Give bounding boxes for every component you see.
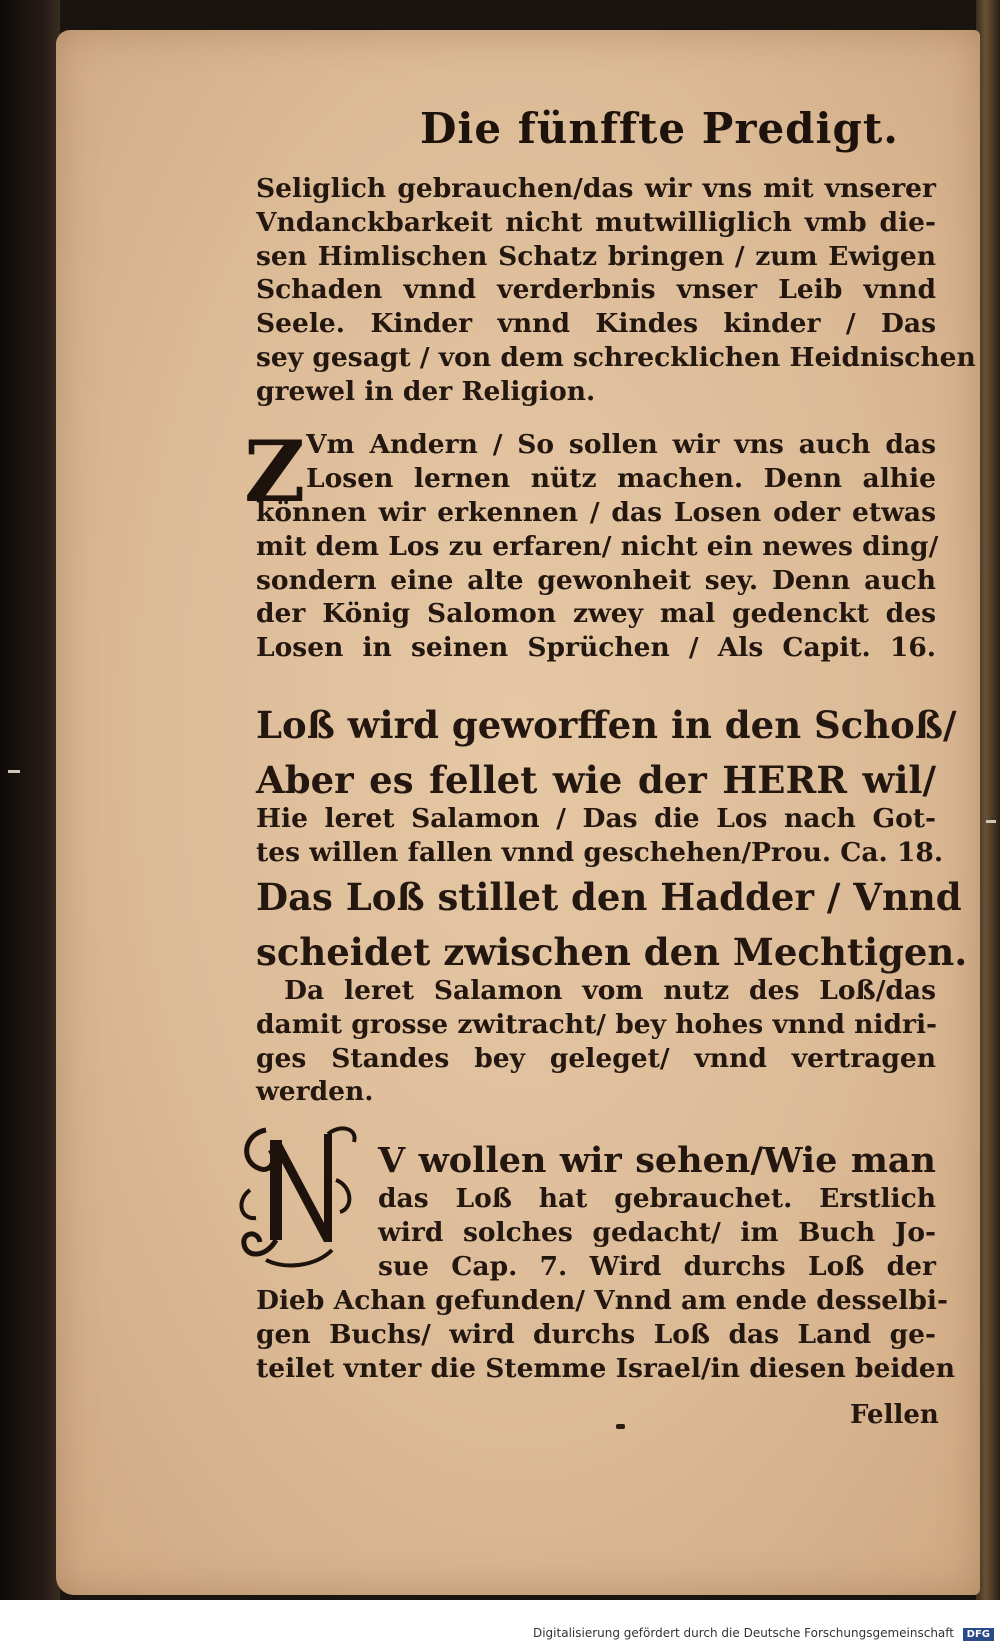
paragraph-1 <box>256 172 976 409</box>
quote-line: Das Loß stillet den Hadder / Vnnd <box>256 875 962 919</box>
text-line: wird solches gedacht/ im Buch Jo- <box>378 1216 936 1248</box>
edge-mark-right <box>986 820 996 823</box>
text-line: Vm Andern / So sollen wir vns auch das <box>306 429 936 460</box>
paragraph-4 <box>256 974 936 1109</box>
text-line: sen Himlischen Schatz bringen / zum Ewigen <box>256 240 936 272</box>
scripture-quote-1 <box>256 698 957 808</box>
dfg-logo: DFG <box>963 1628 994 1641</box>
text-line: teilet vnter die Stemme Israel/in diesen beiden <box>256 1352 956 1384</box>
text-line: Hie leret Salamon / Das die Los nach Got- <box>256 803 936 834</box>
text-line: ges Standes bey geleget/ vnnd vertragen <box>256 1042 936 1074</box>
text-line: grewel in der Religion. <box>256 375 596 407</box>
text-line: Dieb Achan gefunden/ Vnnd am ende desselbi- <box>256 1285 948 1316</box>
quote-line: Loß wird geworffen in den Schoß/ <box>256 703 957 747</box>
paragraph-5 <box>256 1284 956 1385</box>
text-line: sue Cap. 7. Wird durchs Loß der <box>378 1250 936 1282</box>
text-line: tes willen fallen vnnd geschehen/Prou. Ca. 18. <box>256 836 944 868</box>
paragraph-2-indented <box>306 428 936 496</box>
text-line: werden. <box>256 1076 374 1108</box>
quote-line: Aber es fellet wie der HERR wil/ <box>256 758 936 802</box>
text-line: können wir erkennen / das Losen oder etwas <box>256 497 936 528</box>
running-head: Die fünffte Predigt. <box>420 104 899 153</box>
paragraph-2 <box>256 496 939 665</box>
text-line: sey gesagt / von dem schrecklichen Heidnischen <box>256 341 976 373</box>
text-line: gen Buchs/ wird durchs Loß das Land ge- <box>256 1318 936 1350</box>
text-line: Schaden vnnd verderbnis vnser Leib vnnd <box>256 274 936 306</box>
book-edge-left <box>0 0 60 1600</box>
text-line: sondern eine alte gewonheit sey. Denn auch <box>256 564 936 596</box>
scripture-quote-2 <box>256 870 968 980</box>
drop-cap-z: Z <box>244 422 306 521</box>
text-line: V wollen wir sehen/Wie man <box>378 1140 936 1181</box>
text-line: Losen in seinen Sprüchen / Als Capit. 16. <box>256 632 936 664</box>
edge-mark-left <box>8 770 20 773</box>
text-line: Vndanckbarkeit nicht mutwilliglich vmb die- <box>256 206 936 238</box>
text-line: damit grosse zwitracht/ bey hohes vnnd nidri- <box>256 1008 938 1040</box>
quote-line: scheidet zwischen den Mechtigen. <box>256 930 968 974</box>
text-line: Seele. Kinder vnnd Kindes kinder / Das <box>256 308 936 340</box>
paragraph-5-first-line <box>378 1140 936 1182</box>
text-line: mit dem Los zu erfaren/ nicht ein newes ding/ <box>256 530 939 562</box>
text-line: Da leret Salamon vom nutz des Loß/das <box>284 975 936 1006</box>
text-line: das Loß hat gebrauchet. Erstlich <box>378 1183 936 1214</box>
paragraph-3 <box>256 802 944 870</box>
text-line: der König Salomon zwey mal gedenckt des <box>256 598 936 630</box>
paragraph-5-indented <box>378 1182 936 1283</box>
footer-bar <box>0 1600 1000 1648</box>
ornamental-initial-n-icon <box>236 1120 364 1270</box>
footer-credit: Digitalisierung gefördert durch die Deutsche Forschungsgemeinschaft <box>532 1626 954 1640</box>
catchword: Fellen <box>850 1400 939 1430</box>
printer-mark <box>616 1424 625 1429</box>
text-line: Losen lernen nütz machen. Denn alhie <box>306 462 936 494</box>
text-line: Seliglich gebrauchen/das wir vns mit vnserer <box>256 173 936 204</box>
